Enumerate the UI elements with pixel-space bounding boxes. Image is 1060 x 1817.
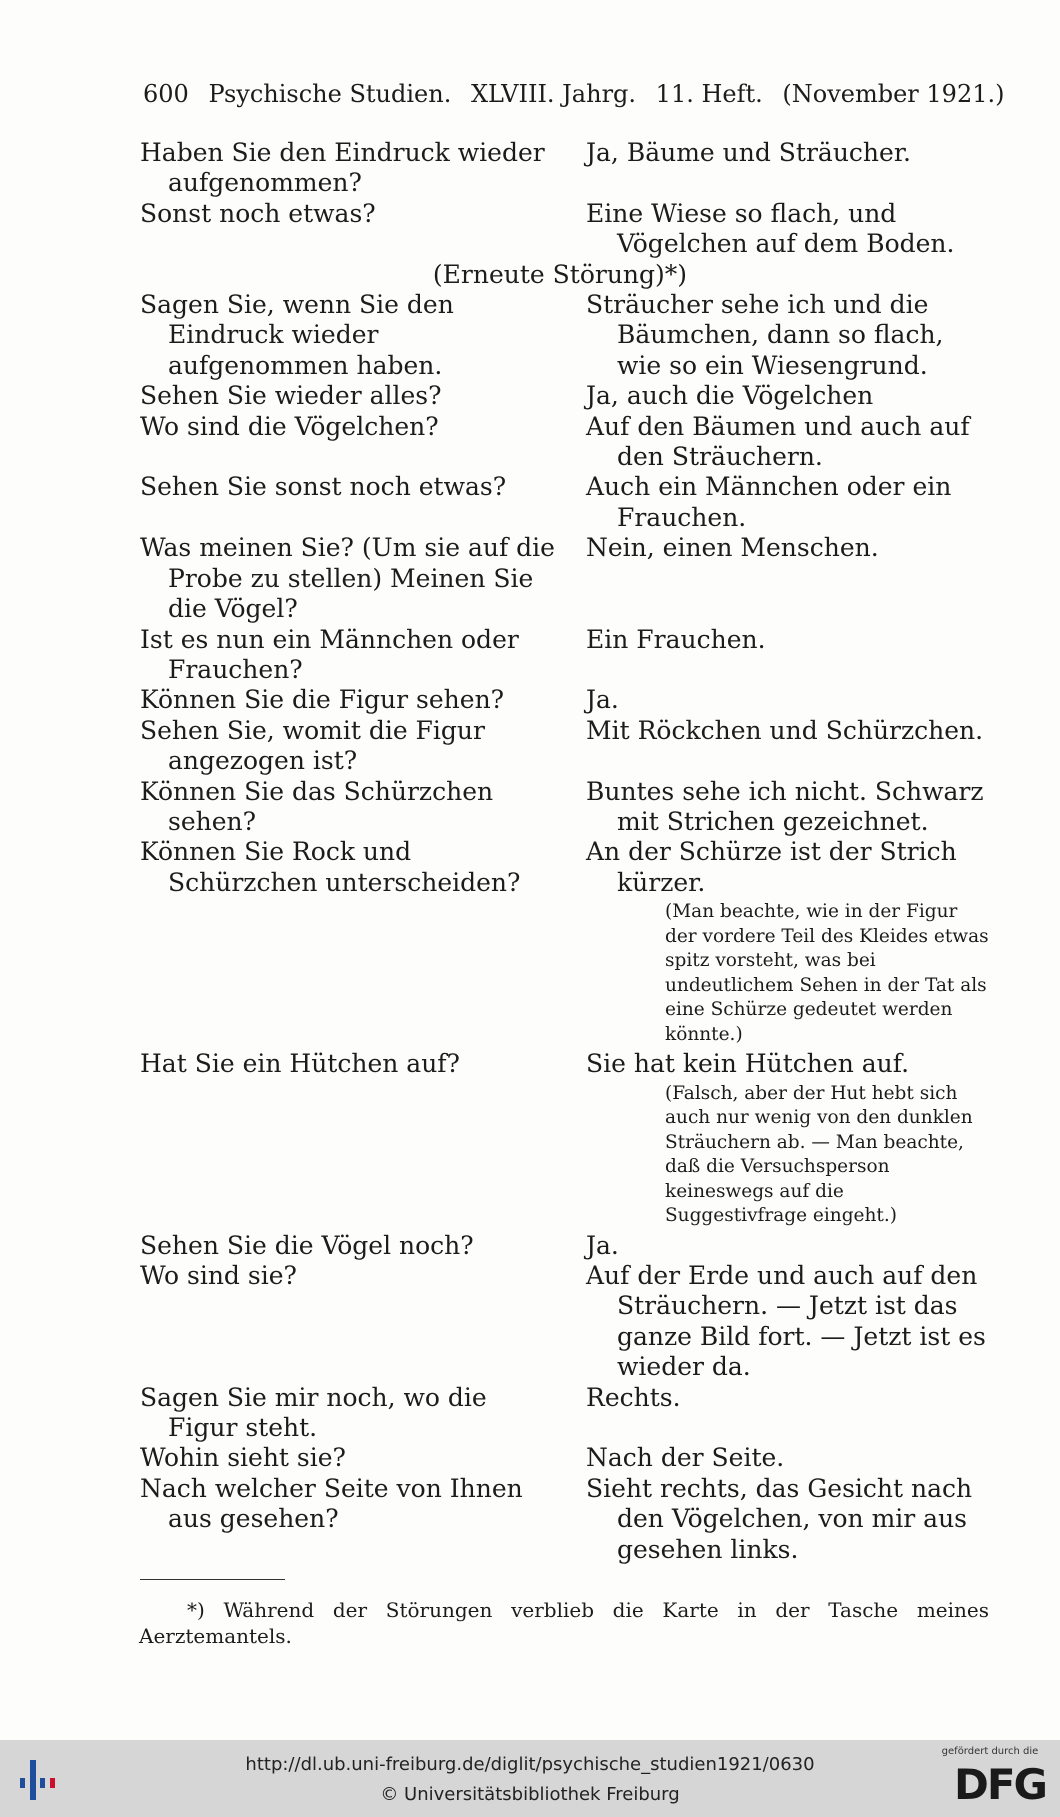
question: Sonst noch etwas? (140, 198, 376, 228)
answer-block (586, 837, 991, 1049)
answer: Sieht rechts, das Gesicht nach den Vögelchen, von mir aus gesehen links. (586, 1473, 973, 1564)
answer: An der Schürze ist der Strich kürzer. (586, 837, 957, 897)
answer-block (586, 412, 991, 473)
dialogue-row (140, 716, 1000, 777)
dialogue-row (140, 1049, 1000, 1230)
answer: Ja, Bäume und Sträucher. (586, 138, 911, 167)
answer-block (586, 1261, 991, 1383)
dialogue-row (140, 1474, 1000, 1565)
answer: Ja. (586, 1230, 619, 1260)
dialogue-row (140, 1261, 1000, 1383)
answer: Ja, auch die Vögelchen (586, 381, 874, 411)
answer-block (586, 716, 991, 777)
section-heading: (Erneute Störung)*) (432, 259, 688, 289)
answer-block (586, 1443, 991, 1473)
dialogue-row (140, 625, 1000, 686)
editorial-note: (Falsch, aber der Hut hebt sich auch nur wenig von den dunklen Sträuchern ab. — Man beachte, daß die Versuchsperson keineswegs auf die Suggestivfrage eingeht.) (665, 1082, 973, 1227)
running-header (143, 80, 1005, 108)
answer-block (586, 1231, 991, 1261)
dialogue-row (140, 412, 1000, 473)
question: Haben Sie den Eindruck wieder aufgenommen? (140, 138, 545, 198)
footnote: *) Während der Störungen verblieb die Karte in der Tasche meines Aerztemantels. (139, 1598, 989, 1648)
issue: 11. Heft. (655, 80, 763, 108)
question: Können Sie das Schürzchen sehen? (140, 776, 494, 836)
answer-block (586, 199, 991, 260)
viewer-footer (0, 1740, 1060, 1817)
editorial-note: (Man beachte, wie in der Figur der vordere Teil des Kleides etwas spitz vorsteht, was bei undeutlichem Sehen in der Tat als eine Schürze gedeutet werden könnte.) (665, 901, 989, 1045)
dialogue-row (140, 1383, 1000, 1444)
question: Können Sie die Figur sehen? (140, 685, 505, 715)
issue-date: (November 1921.) (782, 80, 1005, 108)
question: Sehen Sie, womit die Figur angezogen ist? (140, 715, 485, 776)
dialogue-row (140, 837, 1000, 1049)
answer: Rechts. (586, 1382, 681, 1412)
answer-block (586, 381, 991, 411)
answer-block (586, 1474, 991, 1565)
question: Wo sind die Vögelchen? (140, 411, 439, 441)
dialogue-row (140, 381, 1000, 411)
dfg-caption: gefördert durch die (941, 1746, 1039, 1757)
answer-block (586, 1049, 991, 1230)
question: Sehen Sie wieder alles? (140, 381, 442, 411)
answer: Eine Wiese so flach, und Vögelchen auf dem Boden. (586, 198, 955, 259)
answer: Ein Frauchen. (586, 624, 766, 654)
answer: Nach der Seite. (586, 1443, 785, 1473)
dialogue-row (140, 1443, 1000, 1473)
dialogue-row (140, 138, 1000, 199)
answer: Ja. (586, 685, 619, 715)
journal-title: Psychische Studien. (208, 80, 452, 108)
answer-block (586, 472, 991, 533)
volume: XLVIII. Jahrg. (470, 80, 637, 108)
answer: Auch ein Männchen oder ein Frauchen. (586, 472, 952, 532)
question: Sagen Sie, wenn Sie den Eindruck wieder aufgenommen haben. (140, 290, 454, 380)
copyright-notice: © Universitätsbibliothek Freiburg (380, 1784, 680, 1805)
question: Sagen Sie mir noch, wo die Figur steht. (140, 1382, 487, 1442)
permalink-url[interactable]: http://dl.ub.uni-freiburg.de/diglit/psychische_studien1921/0630 (245, 1754, 815, 1775)
question: Hat Sie ein Hütchen auf? (140, 1049, 460, 1079)
dfg-logo-icon[interactable]: DFG (953, 1760, 1046, 1809)
answer-block (586, 290, 991, 381)
question: Wo sind sie? (140, 1260, 297, 1290)
answer: Mit Röckchen und Schürzchen. (586, 715, 984, 745)
interview-body (140, 138, 1000, 1565)
dialogue-row (140, 1231, 1000, 1261)
dialogue-row (140, 290, 1000, 381)
footnote-rule (140, 1579, 285, 1580)
page-number: 600 (143, 80, 189, 108)
answer-block (586, 625, 991, 686)
dialogue-row (140, 777, 1000, 838)
answer-block (586, 777, 991, 838)
answer-block (586, 138, 991, 199)
answer: Auf den Bäumen und auch auf den Sträuchern. (586, 411, 970, 472)
answer: Auf der Erde und auch auf den Sträuchern. — Jetzt ist das ganze Bild fort. — Jetzt ist es wieder da. (586, 1260, 986, 1382)
question: Sehen Sie die Vögel noch? (140, 1230, 474, 1260)
answer: Sträucher sehe ich und die Bäumchen, dann so flach, wie so ein Wiesengrund. (586, 290, 944, 380)
question: Können Sie Rock und Schürzchen unterscheiden? (140, 837, 521, 897)
question: Sehen Sie sonst noch etwas? (140, 472, 507, 502)
answer: Buntes sehe ich nicht. Schwarz mit Strichen gezeichnet. (586, 776, 984, 836)
answer-block (586, 1383, 991, 1444)
dialogue-row (140, 199, 1000, 260)
question: Was meinen Sie? (Um sie auf die Probe zu stellen) Meinen Sie die Vögel? (140, 533, 555, 624)
question: Ist es nun ein Männchen oder Frauchen? (140, 624, 519, 684)
answer: Sie hat kein Hütchen auf. (586, 1049, 910, 1079)
dialogue-row (140, 685, 1000, 715)
answer-block (586, 685, 991, 715)
question: Wohin sieht sie? (140, 1443, 346, 1473)
answer: Nein, einen Menschen. (586, 533, 879, 563)
dialogue-row (140, 472, 1000, 533)
dialogue-row (140, 533, 1000, 624)
question: Nach welcher Seite von Ihnen aus gesehen? (140, 1473, 523, 1534)
answer-block (586, 533, 991, 624)
